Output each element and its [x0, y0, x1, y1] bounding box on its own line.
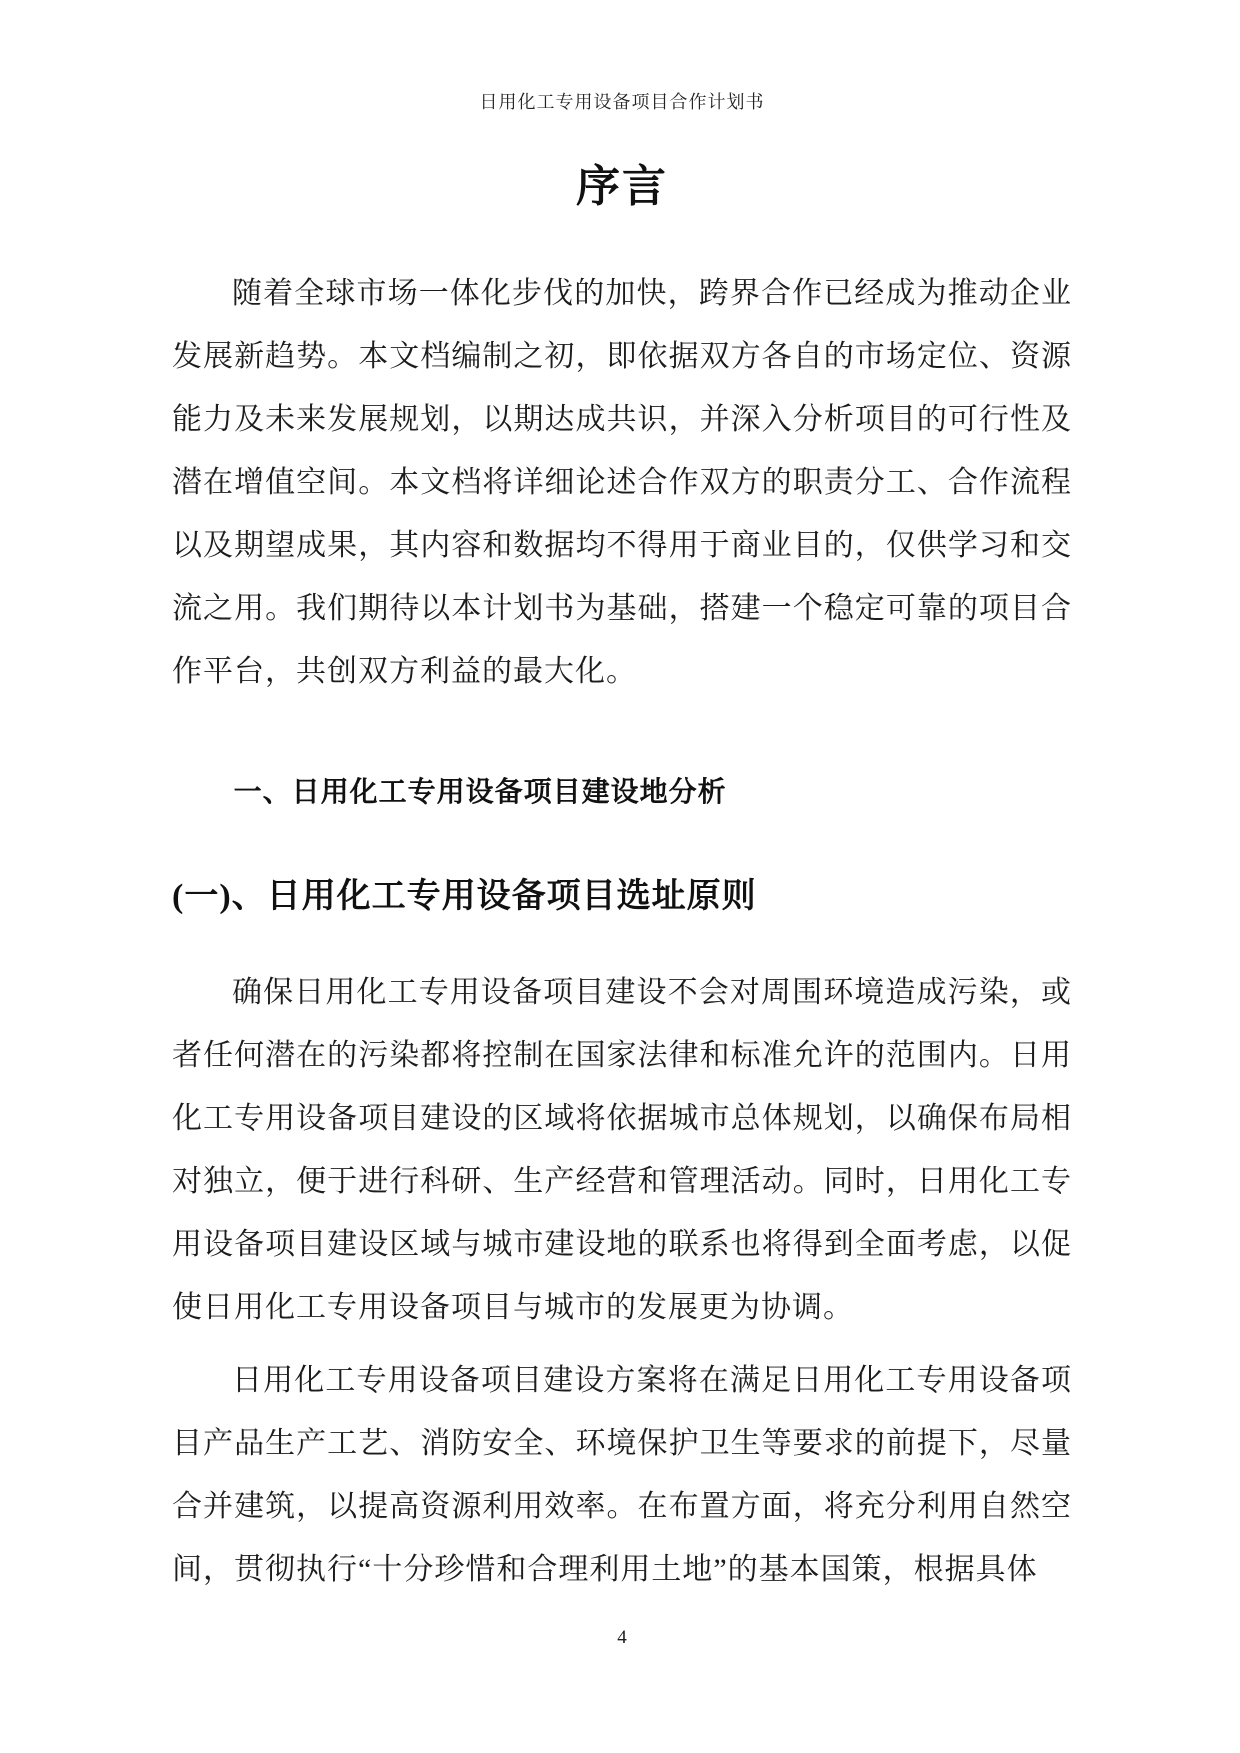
- section-heading: 一、日用化工专用设备项目建设地分析: [233, 776, 727, 807]
- paragraph: 确保日用化工专用设备项目建设不会对周围环境造成污染，或者任何潜在的污染都将控制在国家法律和标准允许的范围内。日用化工专用设备项目建设的区域将依据城市总体规划，以确保布局相对独立，便于进行科研、生产经营和管理活动。同时，日用化工专用设备项目建设区域与城市建设地的联系也将得到全面考虑，以促使日用化工专用设备项目与城市的发展更为协调。: [172, 976, 1072, 1324]
- subsection-heading: (一)、日用化工专用设备项目选址原则: [172, 878, 757, 915]
- running-header: 日用化工专用设备项目合作计划书: [479, 92, 765, 112]
- page-number: 4: [617, 1627, 627, 1648]
- paragraph: 日用化工专用设备项目建设方案将在满足日用化工专用设备项目产品生产工艺、消防安全、环境保护卫生等要求的前提下，尽量合并建筑，以提高资源利用效率。在布置方面，将充分利用自然空间，贯彻执行“十分珍惜和合理利用土地”的基本国策，根据具体: [172, 1364, 1072, 1586]
- page-title: 序言: [576, 162, 668, 211]
- intro-paragraph: 随着全球市场一体化步伐的加快，跨界合作已经成为推动企业发展新趋势。本文档编制之初，即依据双方各自的市场定位、资源能力及未来发展规划，以期达成共识，并深入分析项目的可行性及潜在增值空间。本文档将详细论述合作双方的职责分工、合作流程以及期望成果，其内容和数据均不得用于商业目的，仅供学习和交流之用。我们期待以本计划书为基础，搭建一个稳定可靠的项目合作平台，共创双方利益的最大化。: [172, 277, 1072, 688]
